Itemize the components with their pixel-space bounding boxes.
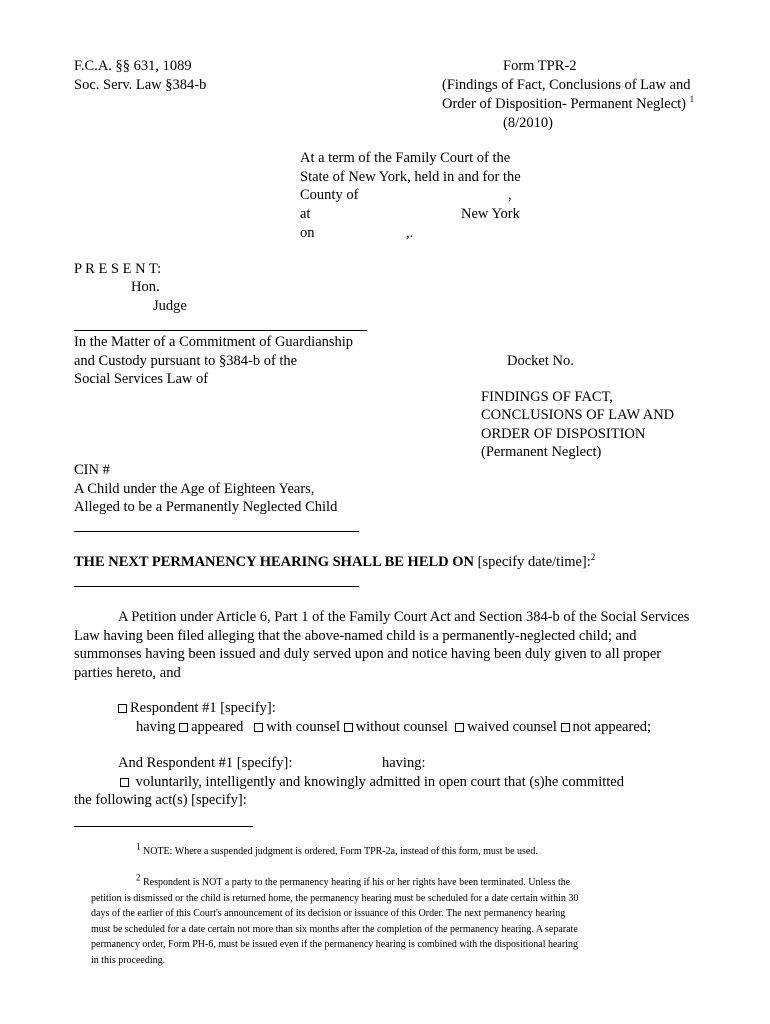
form-title-line-1: (Findings of Fact, Conclusions of Law and: [442, 77, 691, 93]
court-term-at: at: [300, 206, 311, 222]
and-respondent-label: And Respondent #1 [specify]:: [118, 755, 293, 771]
footnote-2-line-1: $^2$ Respondent is NOT a party to the permanency hearing if his or her rights have been terminated. Unless the: [136, 872, 571, 888]
court-term-on-suffix: ,.: [406, 225, 414, 241]
appeared-checkbox[interactable]: [179, 723, 188, 732]
hearing-date-rule: [74, 586, 359, 587]
footnote-2-line-3: days of the earlier of this Court's announcement of its decision or issuance of this Order. The next permanency hearing: [91, 908, 566, 919]
present-label: P R E S E N T:: [74, 261, 162, 277]
judge-label: Judge: [153, 298, 187, 314]
court-term-line-2: State of New York, held in and for the: [300, 169, 521, 185]
form-date: (8/2010): [503, 115, 553, 131]
statute-citation-ssl: Soc. Serv. Law §384-b: [74, 77, 207, 93]
and-respondent-having: having:: [382, 755, 426, 771]
respondent-checkbox[interactable]: [118, 704, 127, 713]
footnote-2-line-2: petition is dismissed or the child is returned home, the permanency hearing must be scheduled for a date certain within 30: [91, 893, 579, 904]
without-counsel-checkbox[interactable]: [344, 723, 353, 732]
respondent-appearance-line: having appeared with counsel without counsel waived counsel not appeared;: [136, 719, 652, 735]
caption-top-rule: [74, 330, 367, 331]
petition-line-2: Law having been filed alleging that the above-named child is a permanently-neglected child; and: [74, 628, 637, 644]
next-hearing-heading: THE NEXT PERMANENCY HEARING SHALL BE HELD ON [specify date/time]:$^2$: [74, 552, 596, 570]
waived-counsel-checkbox[interactable]: [455, 723, 464, 732]
statute-citation-fca: F.C.A. §§ 631, 1089: [74, 58, 192, 74]
admitted-checkbox[interactable]: [120, 778, 129, 787]
petition-line-4: parties hereto, and: [74, 665, 181, 681]
child-line-1: A Child under the Age of Eighteen Years,: [74, 481, 315, 497]
findings-title-line-1: FINDINGS OF FACT,: [481, 389, 613, 405]
findings-title-line-2: CONCLUSIONS OF LAW AND: [481, 407, 675, 423]
admitted-line: voluntarily, intelligently and knowingly admitted in open court that (s)he committed: [120, 773, 624, 792]
footnote-2-line-5: permanency order, Form PH-6, must be issued even if the permanency hearing is combined with the dispositional hearing: [91, 939, 578, 950]
with-counsel-checkbox[interactable]: [254, 723, 263, 732]
court-term-on: on: [300, 225, 315, 241]
matter-line-3: Social Services Law of: [74, 371, 209, 387]
footnote-ref-2: 2: [590, 552, 596, 563]
respondent-line: Respondent #1 [specify]:: [118, 699, 276, 718]
docket-label: Docket No.: [507, 353, 574, 369]
matter-line-2: and Custody pursuant to §384-b of the: [74, 353, 298, 369]
footnote-1: $^1$ NOTE: Where a suspended judgment is ordered, Form TPR-2a, instead of this form, must be used.: [136, 841, 538, 857]
footnote-separator: [74, 826, 253, 827]
form-title-line-2: Order of Disposition- Permanent Neglect) $^1$: [442, 94, 695, 112]
caption-bottom-rule: [74, 531, 359, 532]
court-term-county: County of: [300, 187, 359, 203]
hon-label: Hon.: [131, 279, 160, 295]
footnote-2-line-4: must be scheduled for a date certain not more than six months after the completion of the permanency hearing. A separate: [91, 924, 578, 935]
footnote-2-line-6: in this proceeding.: [91, 955, 166, 966]
petition-line-3: summonses having been issued and duly served upon and notice having been duly given to all proper: [74, 646, 662, 662]
form-number: Form TPR-2: [503, 58, 577, 74]
not-appeared-checkbox[interactable]: [561, 723, 570, 732]
court-term-new-york: New York: [461, 206, 520, 222]
findings-title-line-4: (Permanent Neglect): [481, 444, 602, 460]
footnote-ref-1: 1: [689, 94, 695, 105]
court-term-line-1: At a term of the Family Court of the: [300, 150, 511, 166]
petition-line-1: A Petition under Article 6, Part 1 of the Family Court Act and Section 384-b of the Social Services: [118, 609, 690, 625]
findings-title-line-3: ORDER OF DISPOSITION: [481, 426, 646, 442]
county-comma: ,: [508, 187, 512, 203]
cin-label: CIN #: [74, 462, 110, 478]
acts-line: the following act(s) [specify]:: [74, 792, 247, 808]
child-line-2: Alleged to be a Permanently Neglected Child: [74, 499, 338, 515]
matter-line-1: In the Matter of a Commitment of Guardianship: [74, 334, 354, 350]
